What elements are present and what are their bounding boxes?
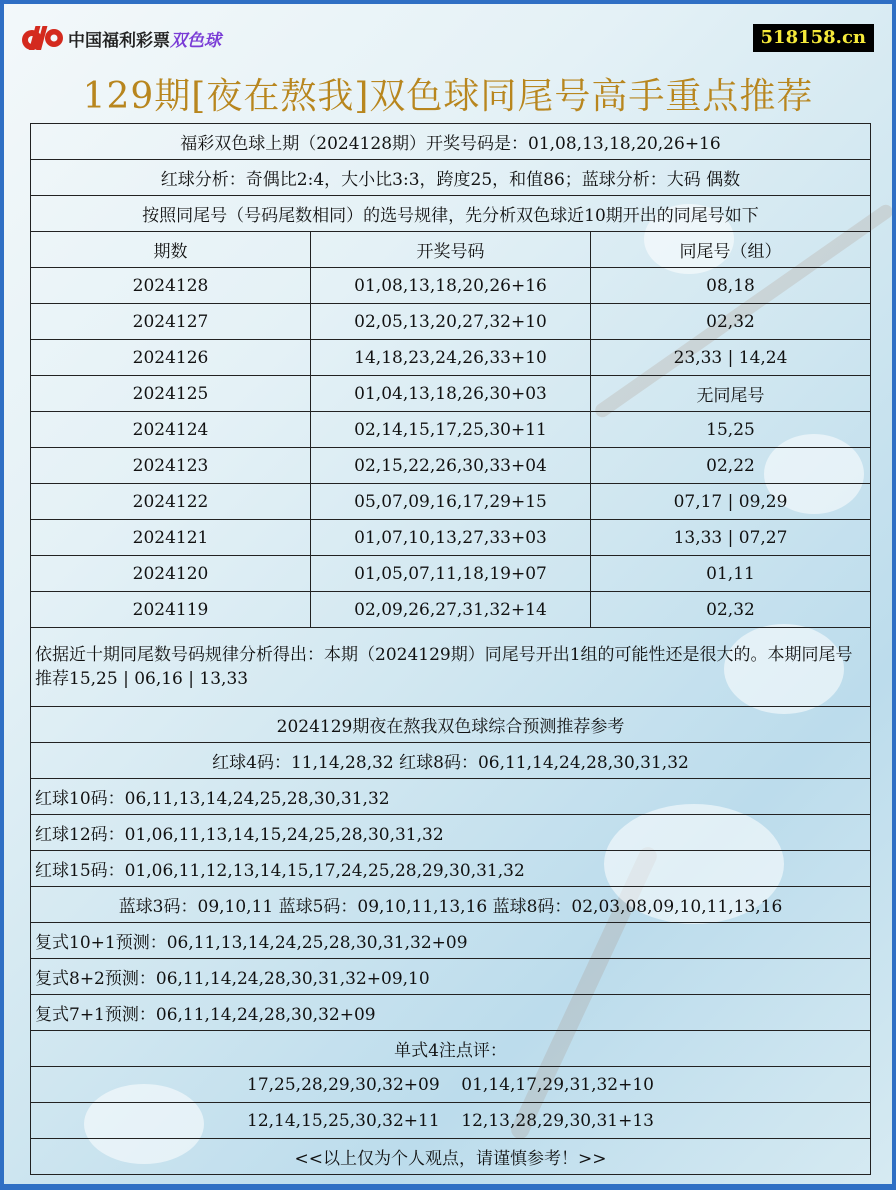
- last-draw-row: 福彩双色球上期（2024128期）开奖号码是：01,08,13,18,20,26+16: [31, 124, 871, 160]
- numbers-cell: 14,18,23,24,26,33+10: [311, 340, 591, 376]
- prediction-heading: 2024129期夜在熬我双色球综合预测推荐参考: [31, 707, 871, 743]
- same-tail-cell: 23,33 | 14,24: [591, 340, 871, 376]
- same-tail-cell: 07,17 | 09,29: [591, 484, 871, 520]
- header-same-tail: 同尾号（组）: [591, 232, 871, 268]
- table-row: [31, 520, 871, 556]
- period-cell: 2024126: [31, 340, 311, 376]
- period-cell: 2024121: [31, 520, 311, 556]
- red-10-row: 红球10码：06,11,13,14,24,25,28,30,31,32: [31, 779, 871, 815]
- lottery-logo: [20, 24, 221, 52]
- numbers-cell: 05,07,09,16,17,29+15: [311, 484, 591, 520]
- same-tail-cell: 15,25: [591, 412, 871, 448]
- table-header-row: [31, 232, 871, 268]
- period-cell: 2024127: [31, 304, 311, 340]
- site-badge[interactable]: 518158.cn: [753, 24, 874, 52]
- header-numbers: 开奖号码: [311, 232, 591, 268]
- single-row-1: 17,25,28,29,30,32+09 01,14,17,29,31,32+10: [31, 1067, 871, 1103]
- numbers-cell: 01,08,13,18,20,26+16: [311, 268, 591, 304]
- same-tail-cell: 02,32: [591, 304, 871, 340]
- numbers-cell: 02,15,22,26,30,33+04: [311, 448, 591, 484]
- period-cell: 2024125: [31, 376, 311, 412]
- disclaimer: <<以上仅为个人观点，请谨慎参考！>>: [31, 1139, 871, 1175]
- period-cell: 2024122: [31, 484, 311, 520]
- numbers-cell: 01,07,10,13,27,33+03: [311, 520, 591, 556]
- single-heading: 单式4注点评：: [31, 1031, 871, 1067]
- numbers-cell: 01,04,13,18,26,30+03: [311, 376, 591, 412]
- same-tail-cell: 13,33 | 07,27: [591, 520, 871, 556]
- period-cell: 2024128: [31, 268, 311, 304]
- numbers-cell: 02,05,13,20,27,32+10: [311, 304, 591, 340]
- table-row: [31, 340, 871, 376]
- blue-row: 蓝球3码：09,10,11 蓝球5码：09,10,11,13,16 蓝球8码：02,03,08,09,10,11,13,16: [31, 887, 871, 923]
- analysis-row: 红球分析：奇偶比2:4，大小比3:3，跨度25，和值86；蓝球分析：大码 偶数: [31, 160, 871, 196]
- table-row: [31, 556, 871, 592]
- conclusion-paragraph: 依据近十期同尾数号码规律分析得出：本期（2024129期）同尾号开出1组的可能性还是很大的。本期同尾号推荐15,25 | 06,16 | 13,33: [31, 628, 871, 707]
- recommendation-table: [30, 123, 871, 1175]
- same-tail-cell: 无同尾号: [591, 376, 871, 412]
- same-tail-cell: 02,22: [591, 448, 871, 484]
- period-cell: 2024119: [31, 592, 311, 628]
- numbers-cell: 02,09,26,27,31,32+14: [311, 592, 591, 628]
- numbers-cell: 02,14,15,17,25,30+11: [311, 412, 591, 448]
- table-row: [31, 592, 871, 628]
- table-row: [31, 484, 871, 520]
- table-row: [31, 376, 871, 412]
- numbers-cell: 01,05,07,11,18,19+07: [311, 556, 591, 592]
- page-title: 129期[夜在熬我]双色球同尾号高手重点推荐: [82, 76, 814, 117]
- header-period: 期数: [31, 232, 311, 268]
- compound-10-1-row: 复式10+1预测：06,11,13,14,24,25,28,30,31,32+09: [31, 923, 871, 959]
- period-cell: 2024124: [31, 412, 311, 448]
- red-12-row: 红球12码：01,06,11,13,14,15,24,25,28,30,31,32: [31, 815, 871, 851]
- logo-text-ssq: 双色球: [170, 30, 221, 51]
- logo-text: 中国福利彩票双色球: [68, 30, 221, 51]
- period-cell: 2024123: [31, 448, 311, 484]
- period-cell: 2024120: [31, 556, 311, 592]
- compound-8-2-row: 复式8+2预测：06,11,14,24,28,30,31,32+09,10: [31, 959, 871, 995]
- same-tail-cell: 02,32: [591, 592, 871, 628]
- red-4-8-row: 红球4码：11,14,28,32 红球8码：06,11,14,24,28,30,31,32: [31, 743, 871, 779]
- rule-row: 按照同尾号（号码尾数相同）的选号规律，先分析双色球近10期开出的同尾号如下: [31, 196, 871, 232]
- table-row: [31, 412, 871, 448]
- table-row: [31, 304, 871, 340]
- red-15-row: 红球15码：01,06,11,12,13,14,15,17,24,25,28,29,30,31,32: [31, 851, 871, 887]
- page-frame: [4, 4, 892, 1184]
- same-tail-cell: 01,11: [591, 556, 871, 592]
- table-row: [31, 448, 871, 484]
- compound-7-1-row: 复式7+1预测：06,11,14,24,28,30,32+09: [31, 995, 871, 1031]
- single-row-2: 12,14,15,25,30,32+11 12,13,28,29,30,31+13: [31, 1103, 871, 1139]
- same-tail-cell: 08,18: [591, 268, 871, 304]
- cwl-logo-icon: [20, 24, 64, 52]
- table-row: [31, 268, 871, 304]
